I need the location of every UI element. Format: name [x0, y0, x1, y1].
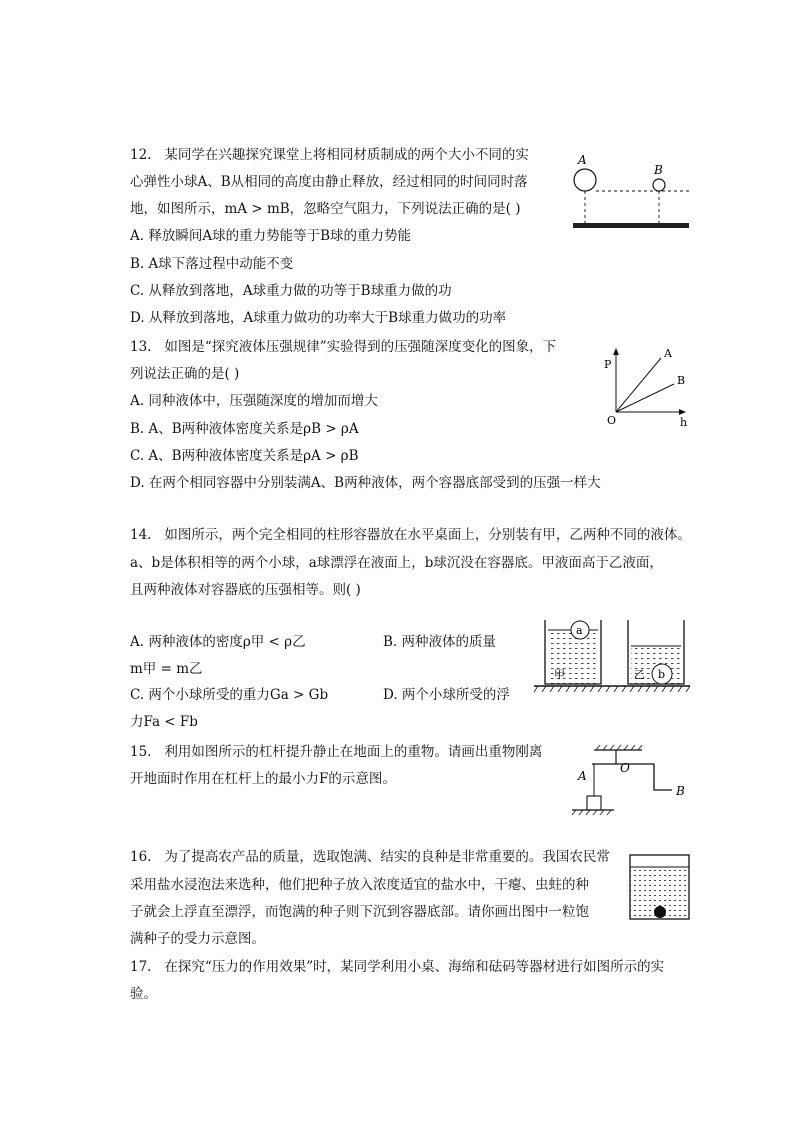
- q14-stem-line2: a、b是体积相等的两个小球，a球漂浮在液面上，b球沉没在容器底。甲液面高于乙液面，: [130, 555, 663, 571]
- q13-option-b[interactable]: B. A、B两种液体密度关系是ρB > ρA: [130, 421, 359, 437]
- q14-option-b-cont: m甲 = m乙: [130, 661, 203, 677]
- q12-number: 12.: [130, 147, 152, 163]
- q12-option-d[interactable]: D. 从释放到落地，A球重力做功的功率大于B球重力做功的功率: [130, 310, 507, 326]
- q15-label-o: O: [620, 761, 630, 775]
- q15-stem-line1: 15. 利用如图所示的杠杆提升静止在地面上的重物。请画出重物刚离: [130, 744, 543, 760]
- q13-stem-line1: 13. 如图是“探究液体压强规律”实验得到的压强随深度变化的图象，下: [130, 339, 557, 355]
- q12-stem-line1: 12. 某同学在兴趣探究课堂上将相同材质制成的两个大小不同的实: [130, 147, 529, 163]
- q12-ground: [573, 223, 689, 228]
- q13-line-a: [616, 358, 661, 412]
- q13-y-arrow: [613, 348, 619, 355]
- q14-option-b[interactable]: B. 两种液体的质量: [383, 634, 497, 650]
- q14-option-c[interactable]: C. 两个小球所受的重力Ga > Gb: [130, 687, 329, 703]
- q13-line-b: [616, 384, 674, 412]
- q14-ball-a-label: a: [576, 624, 583, 637]
- q15-weight: [587, 796, 601, 810]
- q14-stem-line1: 14. 如图所示，两个完全相同的柱形容器放在水平桌面上，分别装有甲，乙两种不同的液体。: [130, 527, 691, 543]
- q14-stem-line3: 且两种液体对容器底的压强相等。则( ): [130, 582, 361, 598]
- q17-stem-line2: 验。: [130, 986, 157, 1002]
- q15-number: 15.: [130, 744, 152, 760]
- q17-stem-line1: 17. 在探究“压力的作用效果”时，某同学利用小桌、海绵和砝码等器材进行如图所示的实: [130, 959, 665, 975]
- q15-ceiling-hatch: [596, 745, 642, 750]
- q16-stem-line1: 16. 为了提高农产品的质量，选取饱满、结实的良种是非常重要的。我国农民常: [130, 849, 610, 865]
- q16-stem-line2: 采用盐水浸泡法来选种，他们把种子放入浓度适宜的盐水中，干瘪、虫蛀的种: [130, 877, 589, 893]
- q14-option-d[interactable]: D. 两个小球所受的浮: [383, 687, 510, 703]
- q12-ball-a: [574, 169, 596, 191]
- q13-option-c[interactable]: C. A、B两种液体密度关系是ρA > ρB: [130, 448, 359, 464]
- q13-number: 13.: [130, 339, 152, 355]
- q15-lever: [592, 764, 672, 790]
- q14-option-a[interactable]: A. 两种液体的密度ρ甲 < ρ乙: [130, 634, 306, 650]
- q13-origin-label: O: [607, 414, 617, 427]
- q13-option-a[interactable]: A. 同种液体中，压强随深度的增加而增大: [130, 393, 378, 409]
- q14-ball-b-label: b: [658, 668, 666, 681]
- q12-stem-line2: 心弹性小球A、B从相同的高度由静止释放，经过相同的时间同时落: [130, 174, 528, 190]
- q12-option-b[interactable]: B. A球下落过程中动能不变: [130, 256, 294, 272]
- q13-x-label: h: [680, 416, 688, 429]
- q13-line-a-label: A: [664, 347, 672, 360]
- q13-x-arrow: [679, 409, 686, 415]
- q14-figure: [532, 616, 692, 696]
- q16-stem-line4: 满种子的受力示意图。: [130, 931, 265, 947]
- q16-stem-line3: 子就会上浮直至漂浮，而饱满的种子则下沉到容器底部。请你画出图中一粒饱: [130, 904, 589, 920]
- q15-ground-hatch: [572, 810, 611, 815]
- q14-number: 14.: [130, 527, 152, 543]
- q12-fig-label-a: A: [578, 153, 587, 167]
- q15-figure: [566, 744, 696, 824]
- q12-fig-label-b: B: [654, 163, 663, 177]
- q15-label-a: A: [578, 769, 587, 783]
- q17-number: 17.: [130, 959, 152, 975]
- q12-figure: [570, 150, 695, 235]
- q13-line-b-label: B: [677, 374, 686, 387]
- q13-figure: [598, 342, 698, 432]
- q15-label-b: B: [676, 784, 685, 798]
- q15-stem-line2: 开地面时作用在杠杆上的最小力F的示意图。: [130, 771, 396, 787]
- q12-stem-line3: 地，如图所示，mA > mB，忽略空气阻力，下列说法正确的是( ): [130, 201, 521, 217]
- q16-number: 16.: [130, 849, 152, 865]
- q16-figure: [628, 853, 692, 923]
- q13-stem-line2: 列说法正确的是( ): [130, 366, 240, 382]
- q16-seed: [654, 906, 666, 918]
- q12-option-c[interactable]: C. 从释放到落地，A球重力做的功等于B球重力做的功: [130, 283, 452, 299]
- q12-option-a[interactable]: A. 释放瞬间A球的重力势能等于B球的重力势能: [130, 228, 412, 244]
- q14-liquid-2-label: 乙: [634, 668, 645, 681]
- q13-y-label: P: [604, 358, 612, 371]
- q12-ball-b: [653, 179, 665, 191]
- q14-table-hatch: [534, 686, 690, 692]
- q14-option-d-cont: 力Fa < Fb: [130, 714, 198, 730]
- q14-liquid-1-label: 甲: [554, 668, 565, 681]
- q13-option-d[interactable]: D. 在两个相同容器中分别装满A、B两种液体，两个容器底部受到的压强一样大: [130, 475, 601, 491]
